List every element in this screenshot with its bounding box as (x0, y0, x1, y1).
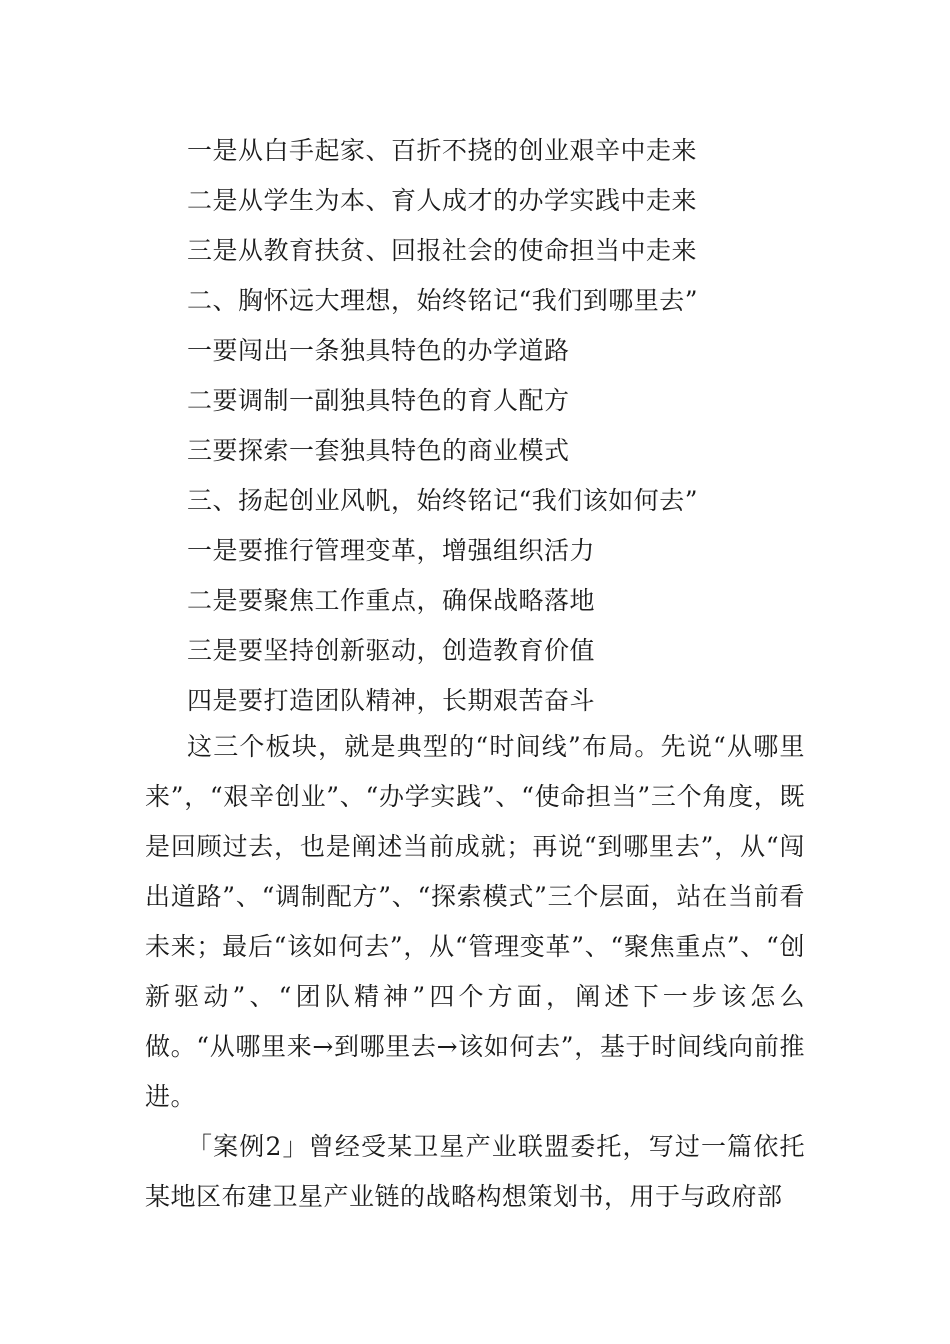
section-heading-2: 二、胸怀远大理想，始终铭记“我们到哪里去” (187, 286, 699, 315)
outline-line-6: 三要探索一套独具特色的商业模式 (187, 436, 570, 465)
outline-line-4: 一要闯出一条独具特色的办学道路 (187, 336, 570, 365)
outline-line-8: 二是要聚焦工作重点，确保战略落地 (187, 586, 596, 615)
outline-line-1: 一是从白手起家、百折不挠的创业艰辛中走来 (187, 136, 698, 165)
outline-line-7: 一是要推行管理变革，增强组织活力 (187, 536, 596, 565)
outline-line-10: 四是要打造团队精神，长期艰苦奋斗 (187, 686, 596, 715)
analysis-paragraph: 这三个板块，就是典型的“时间线”布局。先说“从哪里来”，“艰辛创业”、“办学实践”、“使命担当”三个角度，既是回顾过去，也是阐述当前成就；再说“到哪里去”，从“闯出道路”、“调制配方”、“探索模式”三个层面，站在当前看未来；最后“该如何去”，从“管理变革”、“聚焦重点”、“创新驱动”、“团队精神”四个方面，阐述下一步该怎么做。“从哪里来→到哪里去→该如何去”，基于时间线向前推进。 (145, 732, 805, 1111)
case-paragraph: 「案例2」曾经受某卫星产业联盟委托，写过一篇依托某地区布建卫星产业链的战略构想策划书，用于与政府部 (145, 1132, 805, 1211)
outline-line-2: 二是从学生为本、育人成才的办学实践中走来 (187, 186, 698, 215)
outline-line-9: 三是要坚持创新驱动，创造教育价值 (187, 636, 596, 665)
section-heading-3: 三、扬起创业风帆，始终铭记“我们该如何去” (187, 486, 699, 515)
outline-line-3: 三是从教育扶贫、回报社会的使命担当中走来 (187, 236, 698, 265)
outline-line-5: 二要调制一副独具特色的育人配方 (187, 386, 570, 415)
